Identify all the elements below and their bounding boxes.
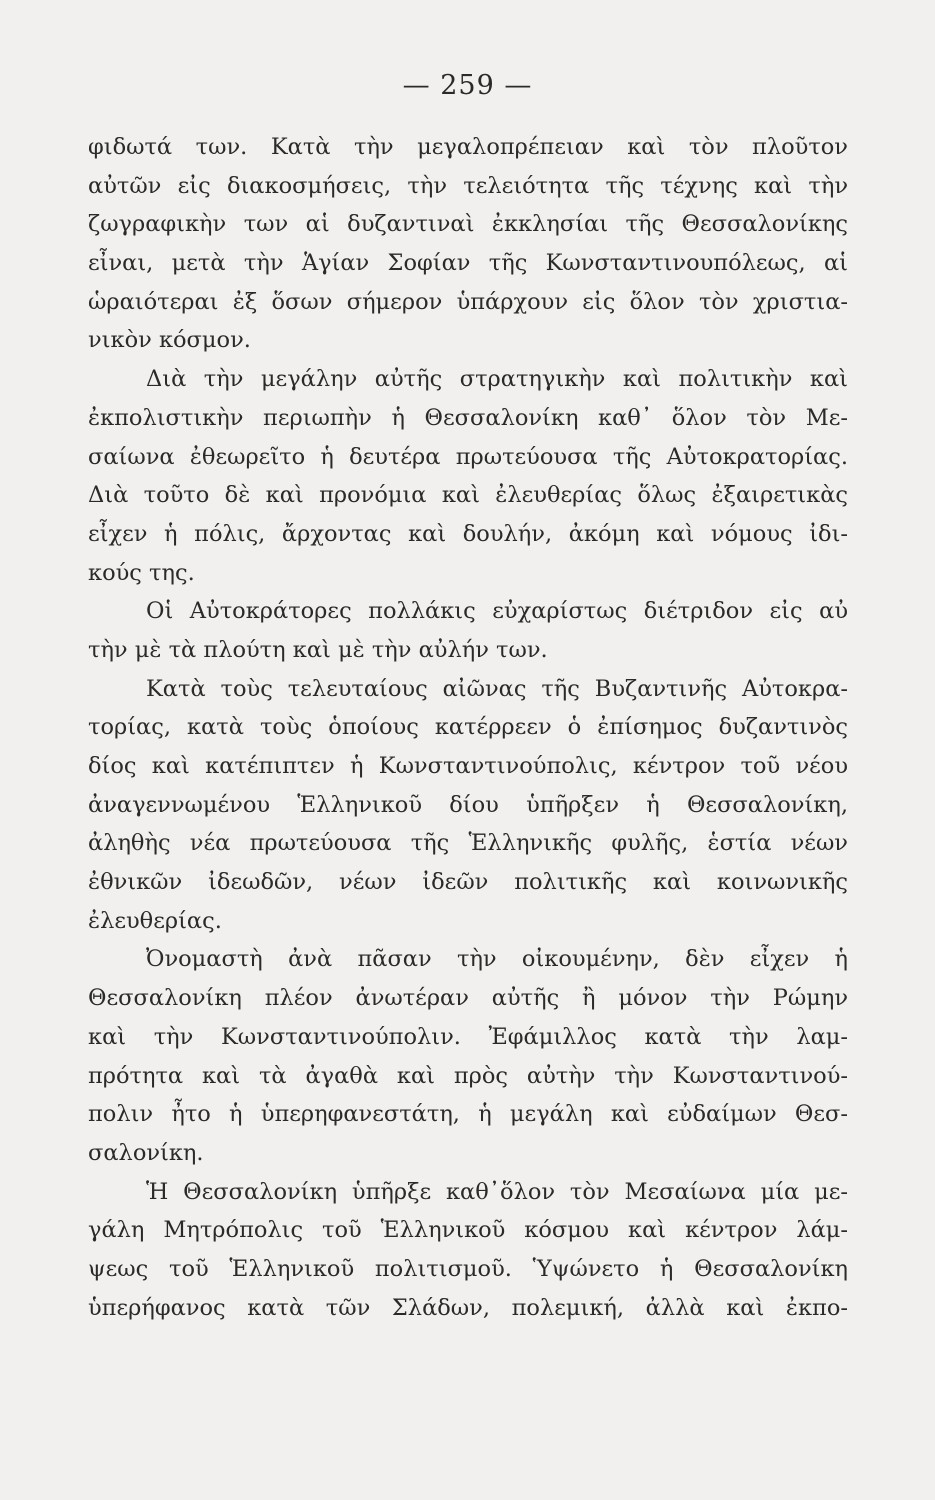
text-line: ἐλευθερίας. xyxy=(88,907,222,934)
body-text xyxy=(88,128,848,1327)
text-line: Διὰ τὴν μεγάλην αὐτῆς στρατηγικὴν καὶ πολιτικὴν καὶ xyxy=(146,366,848,393)
text-line: εἶχεν ἡ πόλις, ἄρχοντας καὶ δουλήν, ἀκόμη καὶ νόμους ἰδι- xyxy=(88,520,848,547)
text-line: Ἡ Θεσσαλονίκη ὑπῆρξε καθ᾽ὅλον τὸν Μεσαίωνα μία με- xyxy=(146,1178,848,1205)
text-line: Κατὰ τοὺς τελευταίους αἰῶνας τῆς Βυζαντινῆς Αὐτοκρα- xyxy=(146,675,848,702)
text-line: ἐθνικῶν ἰδεωδῶν, νέων ἰδεῶν πολιτικῆς καὶ κοινωνικῆς xyxy=(88,869,848,896)
text-line: ἐκπολιστικὴν περιωπὴν ἡ Θεσσαλονίκη καθ᾽ ὅλον τὸν Με- xyxy=(88,404,848,431)
text-line: ὑπερήφανος κατὰ τῶν Σλάδων, πολεμική, ἀλλὰ καὶ ἐκπο- xyxy=(88,1294,848,1321)
text-line: σαλονίκη. xyxy=(88,1139,204,1166)
text-line: καὶ τὴν Κωνσταντινούπολιν. Ἐφάμιλλος κατὰ τὴν λαμ- xyxy=(88,1023,848,1050)
text-line: δίος καὶ κατέπιπτεν ἡ Κωνσταντινούπολις, κέντρον τοῦ νέου xyxy=(88,753,848,779)
text-line: γάλη Μητρόπολις τοῦ Ἑλληνικοῦ κόσμου καὶ κέντρον λάμ- xyxy=(88,1217,848,1244)
text-line: σαίωνα ἐθεωρεῖτο ἡ δευτέρα πρωτεύουσα τῆς Αὐτοκρατορίας. xyxy=(88,443,848,470)
text-line: πρότητα καὶ τὰ ἀγαθὰ καὶ πρὸς αὐτὴν τὴν Κωνσταντινού- xyxy=(88,1062,848,1089)
text-line: ἀληθὴς νέα πρωτεύουσα τῆς Ἑλληνικῆς φυλῆς, ἑστία νέων xyxy=(88,830,848,857)
text-line: Θεσσαλονίκη πλέον ἀνωτέραν αὐτῆς ἢ μόνον τὴν Ρώμην xyxy=(88,985,848,1012)
text-line: αὐτῶν εἰς διακοσμήσεις, τὴν τελειότητα τῆς τέχνης καὶ τὴν xyxy=(88,172,848,199)
text-line: Ὀνομαστὴ ἀνὰ πᾶσαν τὴν οἰκουμένην, δὲν εἶχεν ἡ xyxy=(146,946,848,973)
text-line: ψεως τοῦ Ἑλληνικοῦ πολιτισμοῦ. Ὑψώνετο ἡ Θεσσαλονίκη xyxy=(88,1255,848,1282)
text-line: πολιν ἦτο ἡ ὑπερηφανεστάτη, ἡ μεγάλη καὶ εὐδαίμων Θεσ- xyxy=(88,1101,848,1128)
text-line: φιδωτά των. Κατὰ τὴν μεγαλοπρέπειαν καὶ τὸν πλοῦτον xyxy=(88,134,848,160)
text-line: ὡραιότεραι ἐξ ὅσων σήμερον ὑπάρχουν εἰς ὅλον τὸν χριστια- xyxy=(88,288,848,315)
text-line: νικὸν κόσμον. xyxy=(88,327,251,354)
text-line: κούς της. xyxy=(88,559,195,586)
text-line: τορίας, κατὰ τοὺς ὁποίους κατέρρεεν ὁ ἐπίσημος δυζαντινὸς xyxy=(88,714,848,741)
text-line: ζωγραφικὴν των αἱ δυζαντιναὶ ἐκκλησίαι τῆς Θεσσαλονίκης xyxy=(88,211,848,238)
text-line: τὴν μὲ τὰ πλούτη καὶ μὲ τὴν αὐλήν των. xyxy=(88,636,548,663)
text-line: Οἱ Αὐτοκράτορες πολλάκις εὐχαρίστως διέτριδον εἰς αὐ xyxy=(146,598,848,625)
text-line: Διὰ τοῦτο δὲ καὶ προνόμια καὶ ἐλευθερίας ὅλως ἐξαιρετικὰς xyxy=(88,482,848,509)
page-number-header: — 259 — xyxy=(402,70,533,101)
text-line: ἀναγεννωμένου Ἑλληνικοῦ δίου ὑπῆρξεν ἡ Θεσσαλονίκη, xyxy=(88,791,848,818)
text-line: εἶναι, μετὰ τὴν Ἁγίαν Σοφίαν τῆς Κωνσταντινουπόλεως, αἱ xyxy=(88,250,848,277)
